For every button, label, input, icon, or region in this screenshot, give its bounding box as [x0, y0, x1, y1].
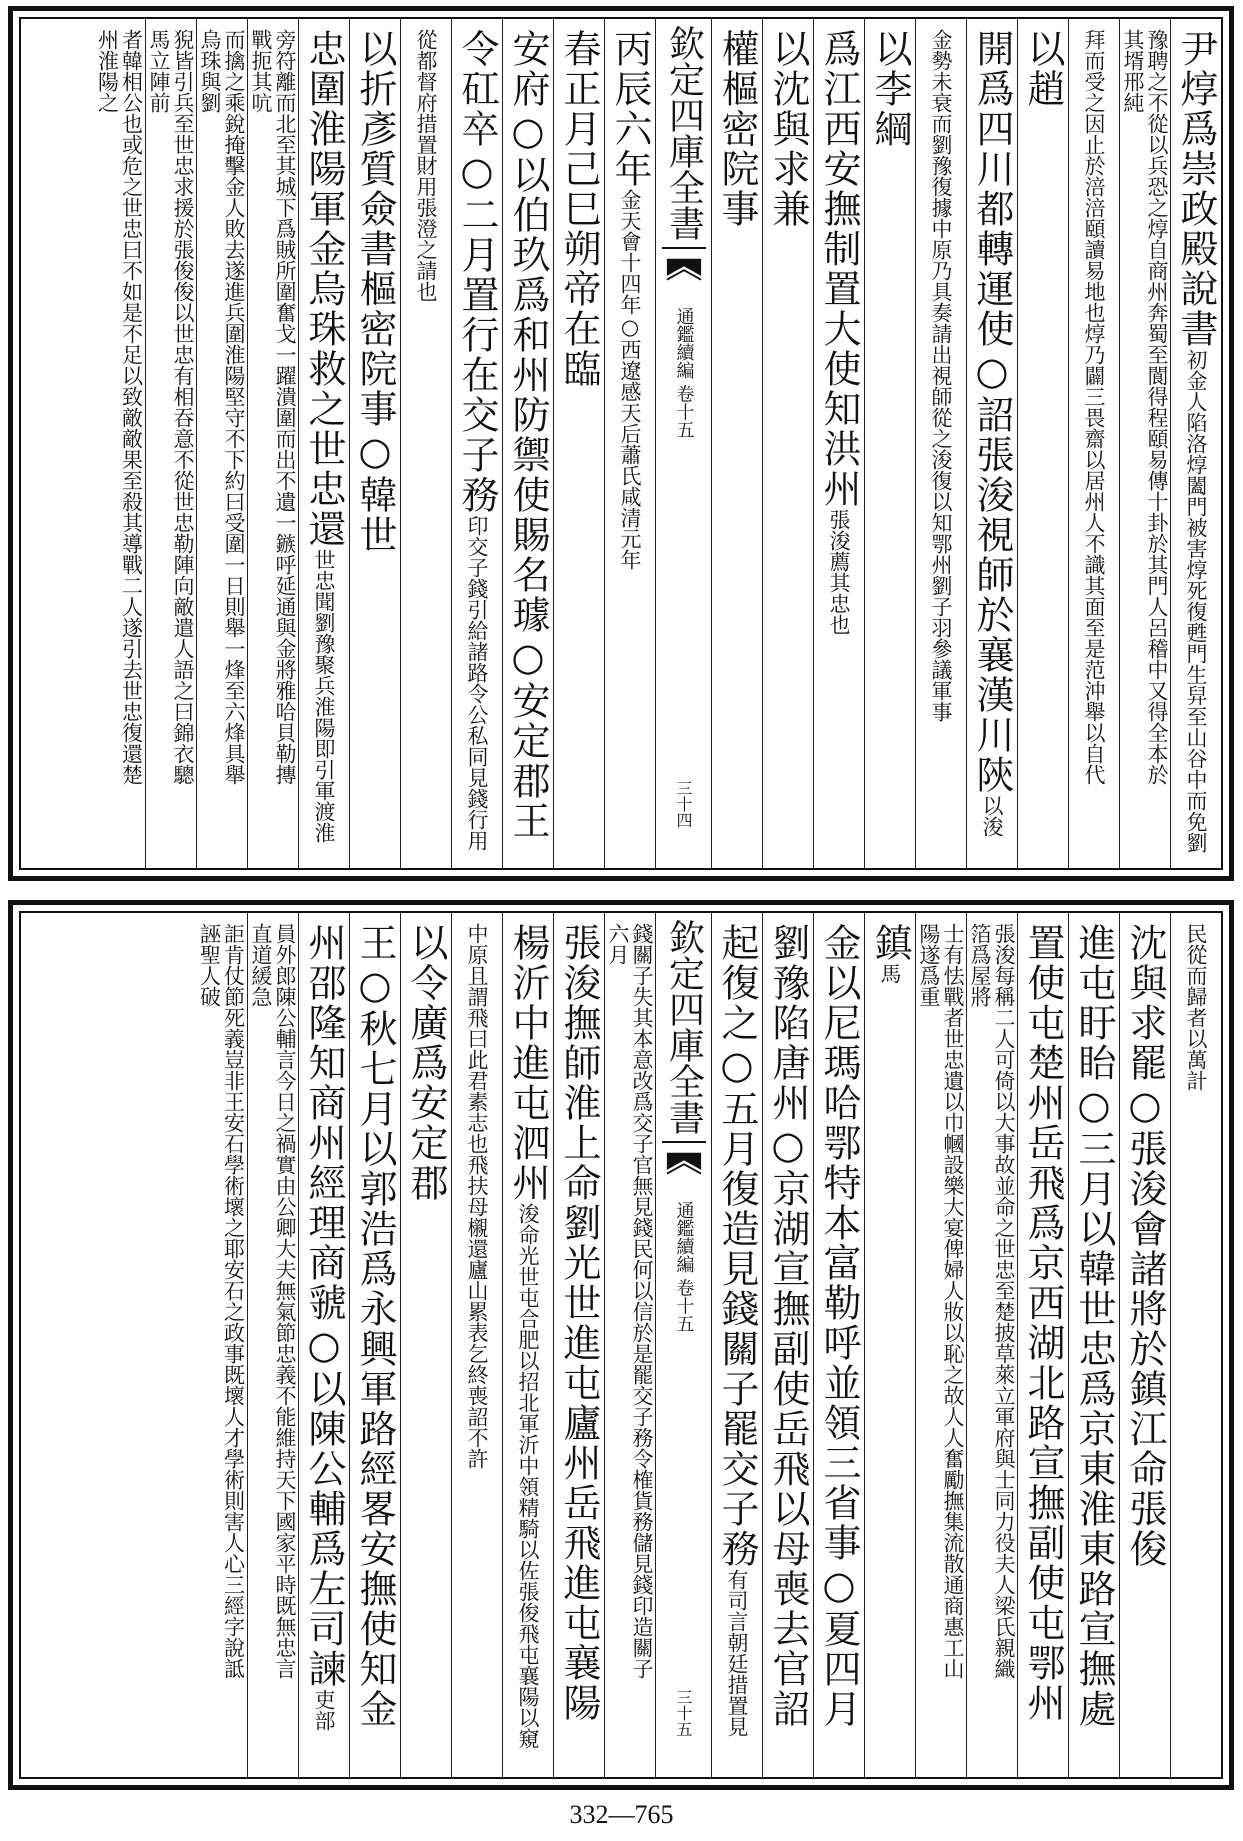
book-title: 欽定四庫全書 — [662, 919, 706, 1143]
main-text: 沈與求罷○張浚會諸將於鎮江命張俊 — [1123, 923, 1167, 1569]
text-column — [762, 913, 813, 1777]
text-column — [145, 19, 196, 868]
center-fold-column — [655, 913, 711, 1777]
text-column — [502, 19, 553, 868]
text-column — [966, 913, 1017, 1777]
text-column — [711, 19, 762, 868]
text-column — [349, 19, 400, 868]
text-column — [813, 19, 864, 868]
text-column — [604, 19, 655, 868]
main-text: 令矼卒○二月置行在交子務 — [455, 29, 499, 515]
text-column — [864, 19, 915, 868]
text-column — [813, 913, 864, 1777]
text-column — [1068, 19, 1119, 868]
annotation-text: 印交子錢引給諸路令公私同見錢行用 — [465, 515, 489, 851]
main-text: 開爲四川都轉運使○詔張浚視師於襄漢川陝 — [970, 29, 1014, 795]
text-column — [451, 19, 502, 868]
main-text: 置使屯楚州岳飛爲京西湖北路宣撫副使屯鄂州 — [1021, 923, 1065, 1723]
main-text: 起復之○五月復造見錢關子罷交子務 — [715, 923, 759, 1569]
annotation-text: 中原且謂飛曰此君素志也飛扶母櫬還廬山累表乞終喪詔不許 — [465, 923, 489, 1469]
annotation-text: 馬 — [878, 963, 902, 984]
main-text: 尹焞爲崇政殿說書 — [1174, 29, 1218, 349]
main-text: 以趙 — [1021, 29, 1065, 109]
text-column — [349, 913, 400, 1777]
book-title: 欽定四庫全書 — [662, 25, 706, 249]
main-text: 權樞密院事 — [715, 29, 759, 229]
page-number-footer: 332—765 — [569, 1800, 674, 1829]
bottom-page — [8, 900, 1234, 1790]
annotation-text: 拜而受之因止於涪涪頤讀易地也焞乃闢三畏齋以居州人不識其面至是范沖舉以自代 — [1082, 29, 1106, 785]
text-column — [604, 913, 655, 1777]
main-text: 以李綱 — [868, 29, 912, 149]
main-text: 以沈與求兼 — [766, 29, 810, 229]
annotation-text: 世忠聞劉豫聚兵淮陽即引軍渡淮 — [312, 549, 336, 843]
text-column — [247, 913, 298, 1777]
main-text: 金以尼瑪哈鄂特本富勒呼並領三省事○夏四月 — [817, 923, 861, 1729]
text-column — [247, 19, 298, 868]
main-text: 安府○以伯玖爲和州防禦使賜名璩○安定郡王 — [506, 29, 550, 841]
annotation-text: 錢關子失其本意改爲交子官無見錢民何以信於是罷交子務令榷貨務儲見錢印造關子六月 — [606, 923, 654, 1679]
annotation-text: 旁符離而北至其城下爲賊所圍奮戈一躍潰圍而出不遺一鏃呼延通與金將雅哈貝勒摶戰扼其吭 — [249, 29, 297, 785]
fish-tail-mark-icon — [665, 255, 703, 293]
main-text: 以令廣爲安定郡 — [404, 923, 448, 1203]
main-text: 忠圍淮陽軍金烏珠救之世忠還 — [302, 29, 346, 549]
text-column — [400, 913, 451, 1777]
annotation-text: 吏部 — [312, 1689, 336, 1731]
annotation-text: 士有怯戰者世忠遺以巾幗設樂大宴俾婦人妝以恥之故人人奮勵撫集流散通商惠工山陽遂爲重 — [917, 923, 965, 1679]
main-text: 爲江西安撫制置大使知洪州 — [817, 29, 861, 509]
annotation-text: 員外郎陳公輔言今日之禍實由公卿大夫無氣節忠義不能維持天下國家平時既無忠言直道緩急 — [249, 923, 297, 1679]
text-column — [553, 19, 604, 868]
annotation-text: 從都督府措置財用張澄之請也 — [414, 29, 438, 302]
annotation-text: 浚命光世屯合肥以招北軍沂中領精騎以佐張俊飛屯襄陽以窺 — [516, 1203, 540, 1749]
text-column — [196, 19, 247, 868]
volume-label: 通鑑續編 卷十五 — [673, 307, 695, 439]
text-column — [1170, 913, 1221, 1777]
main-text: 州邵隆知商州經理商虢○以陳公輔爲左司諫 — [302, 923, 346, 1689]
annotation-text: 豫聘之不從以兵恐之焞自商州奔蜀至閬得程頤易傳十卦於其門人呂稽中又得全本於其壻邢純 — [1121, 29, 1169, 785]
text-column — [1017, 913, 1068, 1777]
annotation-text: 張浚薦其忠也 — [827, 509, 851, 635]
main-text: 張浚撫師淮上命劉光世進屯廬州岳飛進屯襄陽 — [557, 923, 601, 1723]
text-column — [451, 913, 502, 1777]
text-column — [1119, 19, 1170, 868]
text-column — [762, 19, 813, 868]
text-column — [400, 19, 451, 868]
annotation-text: 金勢未衰而劉豫復據中原乃具奏請出視師從之浚復以知鄂州劉子羽參議軍事 — [929, 29, 953, 722]
text-column — [966, 19, 1017, 868]
main-text: 楊沂中進屯泗州 — [506, 923, 550, 1203]
annotation-text: 猊皆引兵至世忠求援於張俊俊以世忠有相吞意不從世忠勒陣向敵遣人語之曰錦衣驄馬立陣前 — [147, 29, 195, 785]
folio-number: 三十五 — [674, 1689, 693, 1737]
text-column — [553, 913, 604, 1777]
text-column — [196, 913, 247, 1777]
annotation-text: 初金人陷洛焞闔門被害焞死復甦門生舁至山谷中而免劉 — [1184, 349, 1208, 853]
text-column — [711, 913, 762, 1777]
text-column — [298, 913, 349, 1777]
annotation-text: 張浚每稱二人可倚以大事故並命之世忠至楚披草萊立軍府與士同力役夫人梁氏親織箔爲屋將 — [968, 923, 1016, 1679]
annotation-text: 金天會十四年○西遼感天后蕭氏咸清元年 — [618, 189, 642, 570]
text-column — [94, 19, 145, 868]
annotation-text: 有司言朝廷措置見 — [725, 1569, 749, 1737]
folio-number: 三十四 — [674, 780, 693, 828]
text-column — [1017, 19, 1068, 868]
annotation-text: 民從而歸者以萬計 — [1184, 923, 1208, 1091]
text-column — [915, 19, 966, 868]
main-text: 丙辰六年 — [608, 29, 652, 189]
text-column — [864, 913, 915, 1777]
text-column — [298, 19, 349, 868]
annotation-text: 而擒之乘銳掩擊金人敗去遂進兵圍淮陽堅守不下約曰受圍一日則舉一烽至六烽具舉烏珠與劉 — [198, 29, 246, 785]
main-text: 春正月己巳朔帝在臨 — [557, 29, 601, 389]
annotation-text: 以浚 — [980, 795, 1004, 837]
main-text: 王○秋七月以郭浩爲永興軍路經畧安撫使知金 — [353, 923, 397, 1729]
center-fold-column — [655, 19, 711, 868]
fish-tail-mark-icon — [665, 1149, 703, 1187]
text-column — [502, 913, 553, 1777]
main-text: 進屯盱眙○三月以韓世忠爲京東淮東路宣撫處 — [1072, 923, 1116, 1729]
top-page — [8, 6, 1234, 881]
bottom-page-columns — [19, 911, 1223, 1779]
top-page-columns — [19, 17, 1223, 870]
text-column — [915, 913, 966, 1777]
text-column — [1119, 913, 1170, 1777]
annotation-text: 詎肯仗節死義豈非王安石學術壞之耶安石之政事既壞人才學術則害人心三經字說詆誣聖人破 — [197, 923, 246, 1679]
volume-label: 通鑑續編 卷十五 — [673, 1201, 695, 1333]
main-text: 劉豫陷唐州○京湖宣撫副使岳飛以母喪去官詔 — [766, 923, 810, 1729]
main-text: 鎮 — [868, 923, 912, 963]
text-column — [1068, 913, 1119, 1777]
annotation-text: 者韓相公也或危之世忠曰不如是不足以致敵敵果至殺其導戰二人遂引去世忠復還楚州淮陽之 — [95, 29, 144, 785]
main-text: 以折彥質僉書樞密院事○韓世 — [353, 29, 397, 555]
text-column — [1170, 19, 1221, 868]
